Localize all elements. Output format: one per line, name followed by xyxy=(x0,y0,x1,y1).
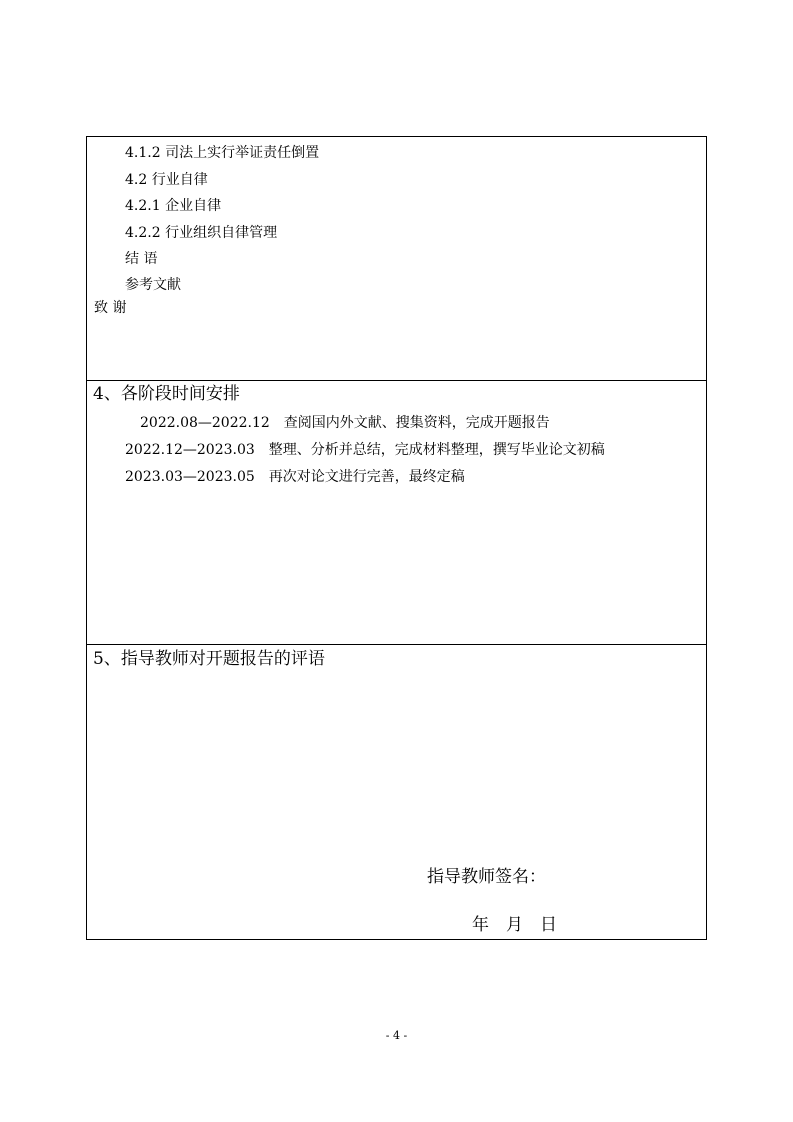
schedule-row: 2022.12—2023.03 整理、分析并总结，完成材料整理，撰写毕业论文初稿 xyxy=(125,442,605,458)
outline-item: 结 语 xyxy=(125,251,158,267)
schedule-row: 2023.03—2023.05 再次对论文进行完善，最终定稿 xyxy=(125,469,465,485)
section-heading: 5、指导教师对开题报告的评语 xyxy=(93,649,325,669)
outline-item: 4.2.1 企业自律 xyxy=(125,198,222,214)
schedule-row: 2022.08—2022.12 查阅国内外文献、搜集资料，完成开题报告 xyxy=(140,415,550,431)
date-label: 年 月 日 xyxy=(472,915,557,935)
outline-item: 4.2.2 行业组织自律管理 xyxy=(125,225,278,241)
signature-label: 指导教师签名： xyxy=(427,867,546,887)
page-number: - 4 - xyxy=(385,1029,408,1042)
outline-item: 致 谢 xyxy=(94,300,127,316)
section-heading: 4、各阶段时间安排 xyxy=(93,384,240,404)
outline-item: 4.1.2 司法上实行举证责任倒置 xyxy=(125,145,320,161)
outline-item: 参考文献 xyxy=(125,277,181,293)
outline-item: 4.2 行业自律 xyxy=(125,172,208,188)
schedule-section xyxy=(86,380,707,645)
comments-section xyxy=(86,644,707,940)
outline-section xyxy=(86,136,707,381)
